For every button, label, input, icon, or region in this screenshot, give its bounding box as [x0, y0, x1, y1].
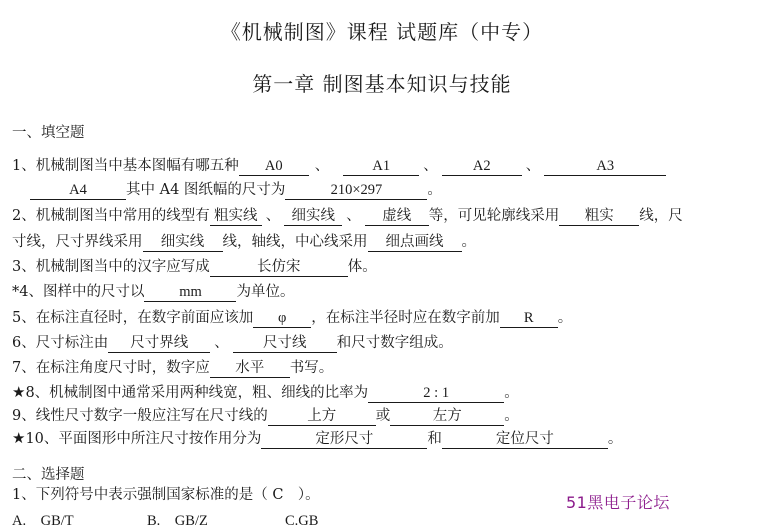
answer-blank: 虚线 [365, 208, 429, 226]
question-2-line-1 [12, 207, 683, 226]
separator: 、 [314, 158, 330, 174]
answer-blank: 长仿宋 [210, 259, 348, 277]
question-text: 。 [504, 385, 519, 401]
question-text: 。 [461, 234, 476, 250]
answer-blank: 定位尺寸 [442, 431, 608, 449]
star-mark: ★ [12, 429, 26, 447]
answer-blank: 粗实线 [210, 208, 262, 226]
question-text: 寸线，尺寸界线采用 [12, 234, 143, 250]
answer-blank: A3 [544, 158, 666, 176]
answer-blank: A1 [343, 158, 419, 176]
answer-blank: 尺寸界线 [108, 335, 210, 353]
question-text: 为单位。 [236, 284, 295, 300]
answer-blank: 上方 [268, 408, 376, 426]
question-3 [12, 258, 377, 277]
separator: 、 [214, 335, 229, 351]
answer-blank: 左方 [390, 408, 504, 426]
question-text: 和尺寸数字组成。 [336, 335, 453, 351]
answer-blank: 210×297 [285, 182, 427, 200]
choice-options [12, 512, 318, 530]
answer-blank: 细实线 [143, 234, 223, 252]
forum-watermark: 51黑电子论坛 [566, 493, 670, 512]
separator: 、 [346, 208, 361, 224]
option-b: B. GB/Z [147, 513, 208, 529]
answer-blank: 细实线 [284, 208, 342, 226]
question-text: 。 [504, 408, 519, 424]
question-text: 。 [557, 310, 573, 326]
option-a: A. GB/T [12, 513, 74, 529]
question-text: 。 [607, 431, 623, 447]
question-text: 10、平面图形中所注尺寸按作用分为 [25, 431, 262, 447]
question-7 [12, 359, 333, 378]
section-heading-multiple-choice: 二、选择题 [12, 467, 85, 483]
question-text: 或 [375, 408, 391, 424]
question-text: 体。 [347, 259, 377, 275]
question-text: ，在标注半径时应在数字前加 [311, 310, 500, 326]
question-text: 。 [427, 182, 442, 198]
question-text: 1、机械制图当中基本图幅有哪五种 [12, 158, 239, 174]
question-1-line-2 [30, 181, 442, 200]
question-9 [12, 407, 519, 426]
question-text: 7、在标注角度尺寸时，数字应 [12, 360, 210, 376]
choice-question-1 [12, 486, 320, 504]
star-mark: ★ [12, 383, 26, 401]
answer-blank: φ [253, 310, 311, 328]
question-text: 线，尺 [639, 208, 683, 224]
question-text: 3、机械制图当中的汉字应写成 [12, 259, 210, 275]
chapter-title: 第一章 制图基本知识与技能 [252, 72, 512, 96]
question-2-line-2 [12, 233, 476, 252]
question-text: 6、尺寸标注由 [12, 335, 109, 351]
question-text: 8、机械制图中通常采用两种线宽，粗、细线的比率为 [25, 385, 369, 401]
answer-blank: 定形尺寸 [261, 431, 427, 449]
question-text: 线，轴线，中心线采用 [222, 234, 368, 250]
answer-blank: A4 [30, 182, 126, 200]
question-text: 和 [427, 431, 442, 447]
answer-blank: mm [144, 284, 236, 302]
question-text: 2、机械制图当中常用的线型有 [12, 208, 210, 224]
answer-blank: A0 [239, 158, 309, 176]
section-heading-fill-in: 一、填空题 [12, 125, 85, 141]
answer-blank: 水平 [210, 360, 290, 378]
answer-blank: 细点画线 [368, 234, 462, 252]
answer-blank: A2 [442, 158, 522, 176]
answer-blank: 2 : 1 [368, 385, 504, 403]
question-1-line-1 [12, 157, 666, 176]
answer-blank: 尺寸线 [233, 335, 337, 353]
question-text: 5、在标注直径时，在数字前面应该加 [12, 310, 254, 326]
question-text: 其中 A4 图纸幅的尺寸为 [126, 182, 286, 198]
question-text: 等，可见轮廓线采用 [428, 208, 560, 224]
option-c: C.GB [285, 513, 319, 529]
document-title: 《机械制图》课程 试题库（中专） [220, 20, 544, 44]
answer-blank: R [500, 310, 558, 328]
question-text: *4、图样中的尺寸以 [12, 284, 145, 300]
separator: 、 [423, 158, 438, 174]
separator: 、 [525, 158, 541, 174]
question-text: 9、线性尺寸数字一般应注写在尺寸线的 [12, 408, 268, 424]
answer-blank: 粗实 [559, 208, 639, 226]
question-6 [12, 334, 453, 353]
separator: 、 [265, 208, 281, 224]
question-5 [12, 309, 572, 328]
question-8 [12, 383, 519, 403]
question-text: 1、下列符号中表示强制国家标准的是（ C ）。 [12, 487, 320, 503]
question-4 [12, 283, 294, 302]
question-10 [12, 429, 622, 449]
question-text: 书写。 [289, 360, 334, 376]
